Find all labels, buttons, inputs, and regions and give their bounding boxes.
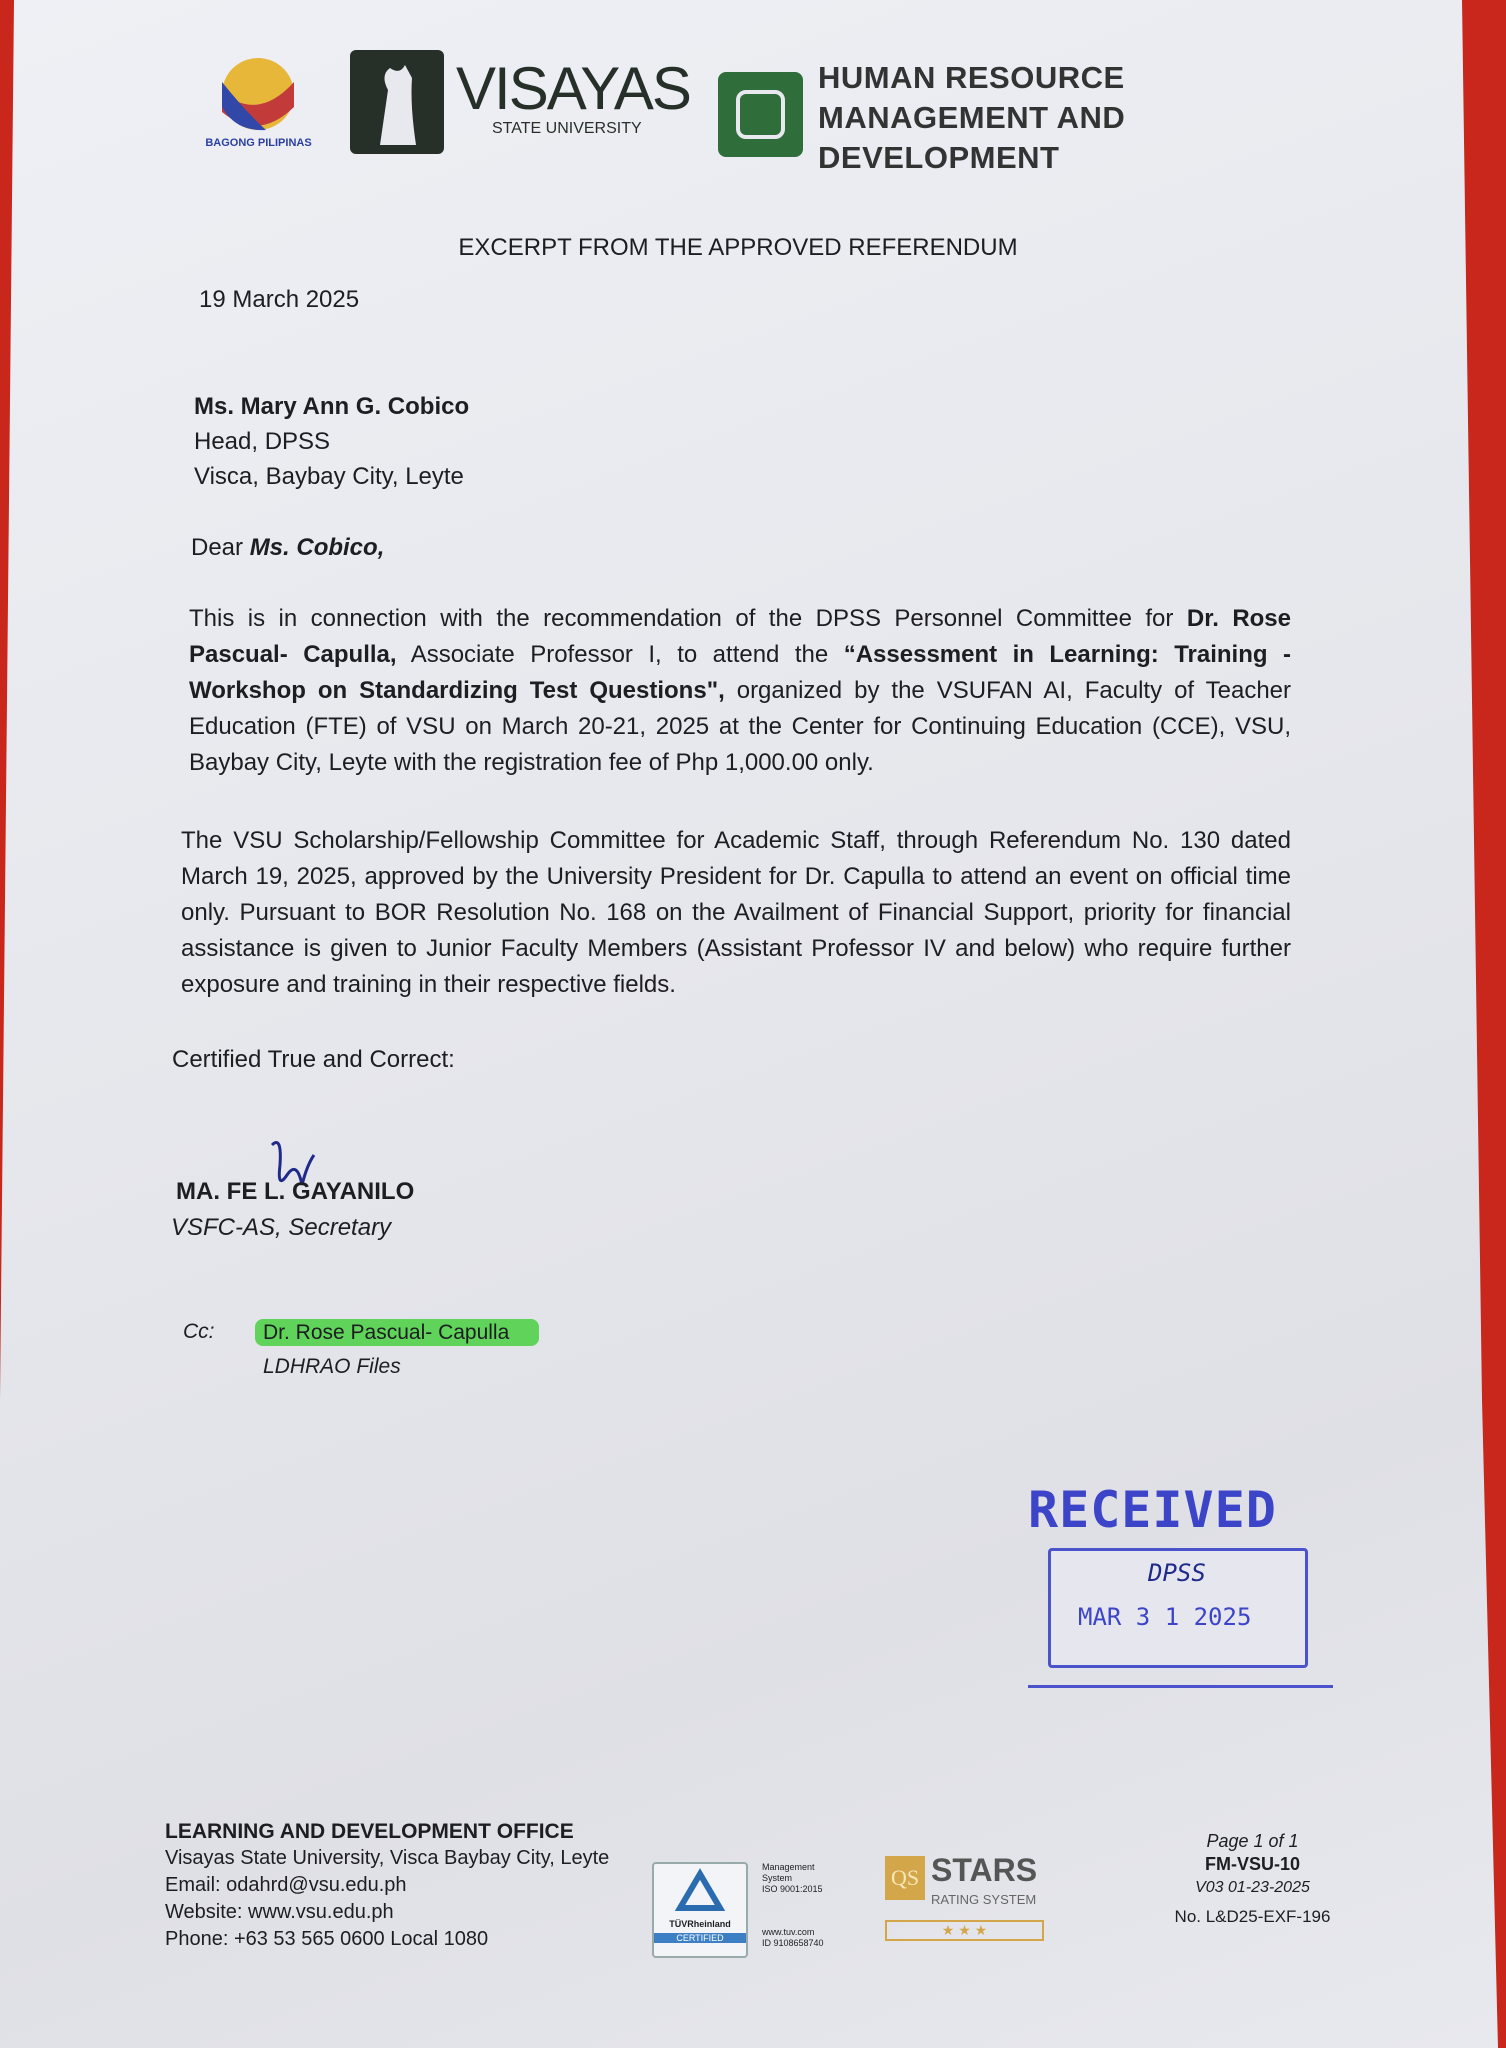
footer-phone: Phone: +63 53 565 0600 Local 1080 [165, 1928, 489, 1950]
footer-contact: LEARNING AND DEVELOPMENT OFFICE Visayas State University, Visca Baybay City, Leyte Email: odahrd@vsu.edu.ph Website: www.vsu.edu.ph Phone: +63 53 565 0600 Local 1080 [165, 1818, 609, 1953]
footer-email: Email: odahrd@vsu.edu.ph [165, 1874, 407, 1896]
tuv-certification-logo: TÜVRheinland CERTIFIED Management System ISO 9001:2015 www.tuv.com ID 9108658740 [652, 1862, 852, 1954]
salutation: Dear Ms. Cobico, [191, 534, 385, 561]
vsu-wordmark: VISAYAS STATE UNIVERSITY [456, 55, 690, 137]
recipient-position: Head, DPSS [194, 428, 331, 455]
page-number: Page 1 of 1 [1206, 1831, 1299, 1851]
bagong-pilipinas-logo: BAGONG PILIPINAS [196, 52, 321, 152]
vsu-seal-logo [350, 50, 444, 154]
signatory-name: MA. FE L. GAYANILO [176, 1178, 415, 1205]
stamp-word: RECEIVED [1028, 1481, 1277, 1539]
form-code: FM-VSU-10 [1204, 1854, 1300, 1874]
recipient-name: Ms. Mary Ann G. Cobico [194, 393, 470, 420]
cc-recipient-highlighted: Dr. Rose Pascual- Capulla [255, 1319, 539, 1346]
stamp-office: DPSS [1148, 1559, 1206, 1587]
received-stamp [1028, 1480, 1328, 1695]
hrmd-office-name: HUMAN RESOURCE MANAGEMENT AND DEVELOPMENT [818, 60, 1126, 175]
document-number: No. L&D25-EXF-196 [1174, 1907, 1331, 1926]
certification-label: Certified True and Correct: [172, 1046, 455, 1073]
footer-website: Website: www.vsu.edu.ph [165, 1901, 394, 1923]
form-version: V03 01-23-2025 [1195, 1879, 1310, 1896]
paragraph-1: This is in connection with the recommendation of the DPSS Personnel Committee for Dr. Rose Pascual- Capulla, Associate Professor I, to attend the “Assessment in Learning: Training - Workshop on Standardizing Test Questions", organized by the VSUFAN AI, Faculty of Teacher Education (FTE) of VSU on March 20-21, 2025 at the Center for Continuing Education (CCE), VSU, Baybay City, Leyte with the registration fee of Php 1,000.00 only. [189, 605, 1292, 776]
cc-list [255, 1316, 539, 1384]
qs-stars-logo: QS STARS RATING SYSTEM ★ ★ ★ [885, 1852, 1045, 1947]
cc-label: Cc: [183, 1320, 215, 1343]
paragraph-2: The VSU Scholarship/Fellowship Committee for Academic Staff, through Referendum No. 130 dated March 19, 2025, approved by the University President for Dr. Capulla to attend an event on official time only. Pursuant to BOR Resolution No. 168 on the Availment of Financial Support, priority for financial assistance is given to Junior Faculty Members (Assistant Professor IV and below) who require further exposure and training in their respective fields. [181, 827, 1291, 998]
recipient-block [194, 389, 469, 494]
page-info [1170, 1830, 1335, 1928]
stamp-date: MAR 3 1 2025 [1078, 1603, 1252, 1631]
cc-recipient: LDHRAO Files [263, 1355, 401, 1378]
hrmd-logo [718, 72, 803, 157]
recipient-address: Visca, Baybay City, Leyte [194, 463, 464, 490]
footer-office: LEARNING AND DEVELOPMENT OFFICE [165, 1820, 574, 1843]
letter-date: 19 March 2025 [199, 286, 360, 313]
signatory-title: VSFC-AS, Secretary [171, 1214, 392, 1241]
document-title: EXCERPT FROM THE APPROVED REFERENDUM [458, 234, 1018, 261]
